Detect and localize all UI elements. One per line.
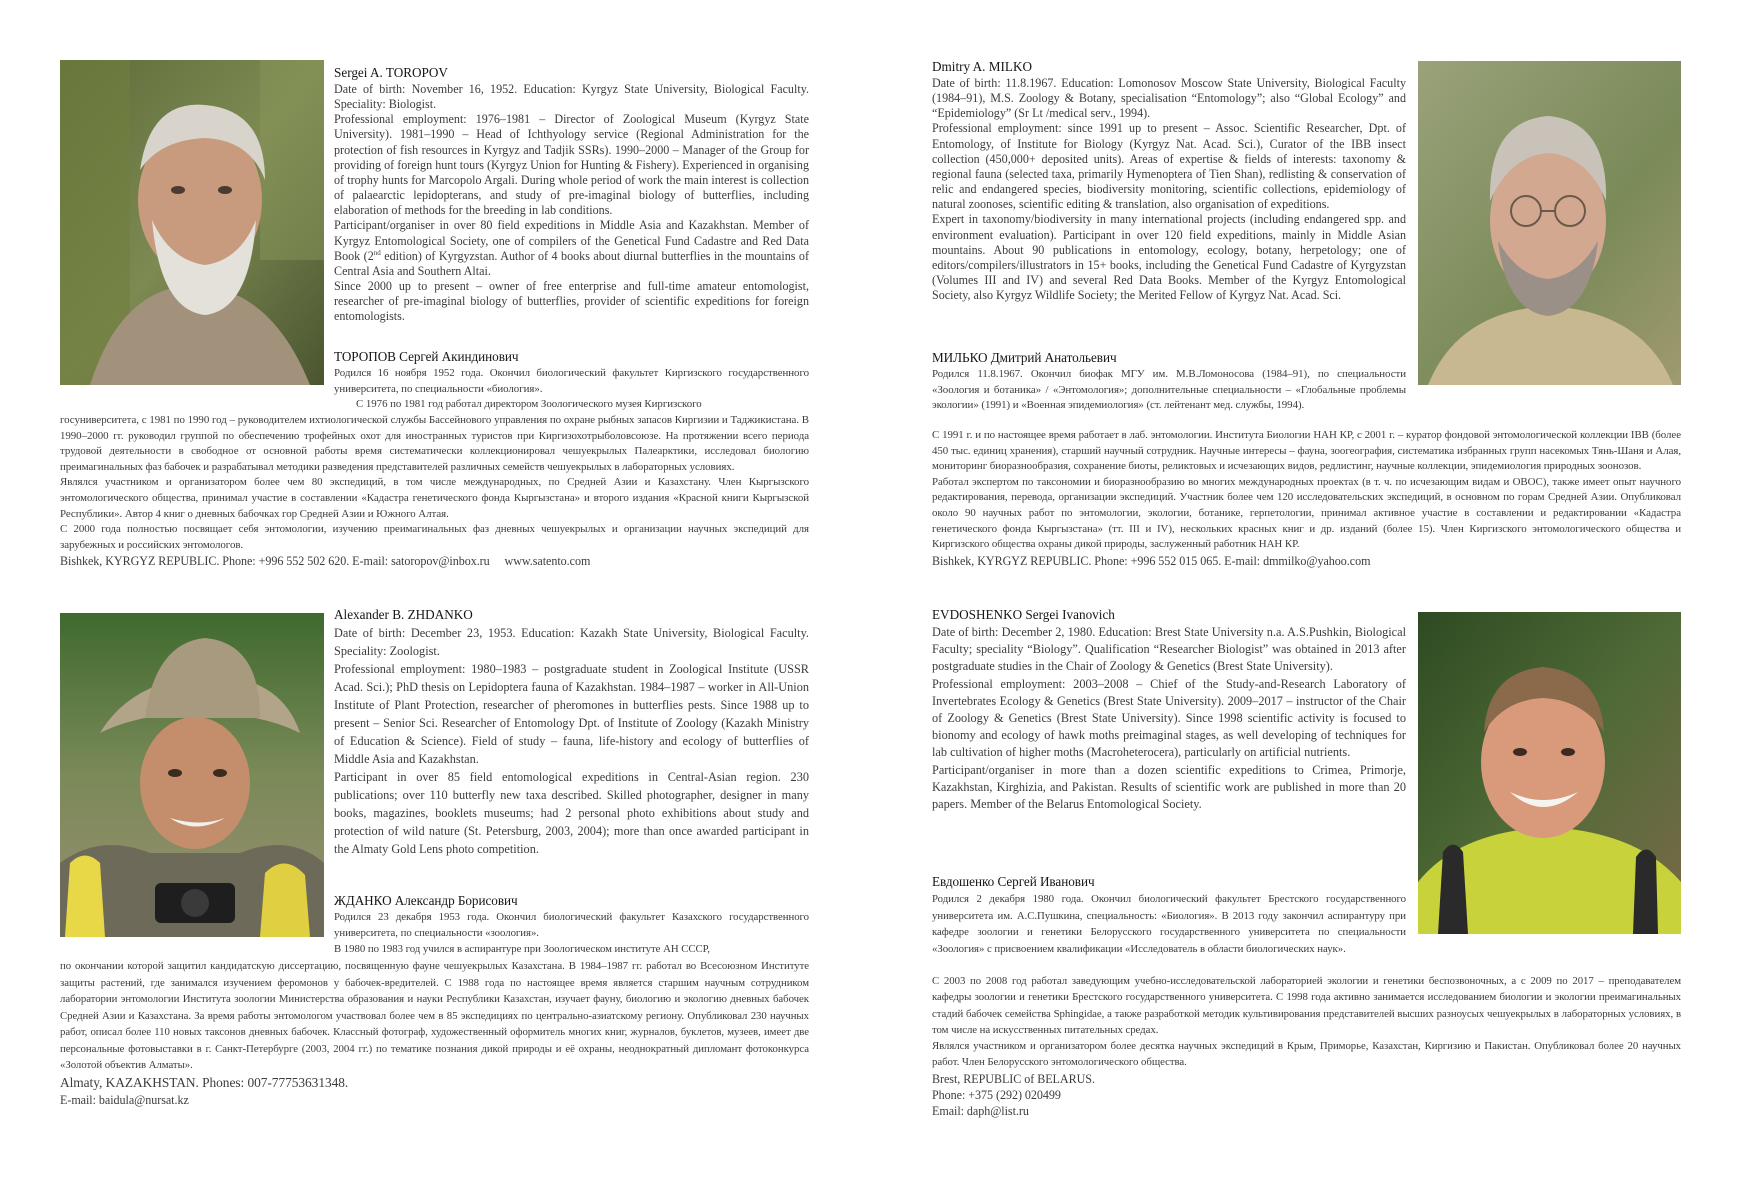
- evdoshenko-contact-city: Brest, REPUBLIC of BELARUS.: [932, 1071, 1095, 1086]
- toropov-ru-paragraph: С 1976 по 1981 год работал директором Зоологического музея Киргизского: [356, 398, 702, 411]
- zhdanko-contact-email: E-mail: baidula@nursat.kz: [60, 1092, 189, 1107]
- evdoshenko-russian-bio-top: [932, 873, 1406, 958]
- milko-name-ru: МИЛЬКО Дмитрий Анатольевич: [932, 350, 1117, 365]
- evdoshenko-name-en: EVDOSHENKO Sergei Ivanovich: [932, 607, 1115, 622]
- milko-ru-paragraph: С 1991 г. и по настоящее время работает в лаб. энтомологии. Института Биологии НАН КР, с 2001 г. – куратор фондовой энтомологической коллекции IBB (более 450 тыс. единиц хранения), старший научный сотрудник. Научные интересы – фауна, зоогеография, систематика избранных групп насекомых Тянь-Шаня и Алая, мониторинг биоразнообразия, сохранение биоты, реликтовых и исчезающих видов, редлистинг, научные коллекции, эпидемиология природных зоонозов.: [932, 429, 1681, 473]
- zhdanko-en-paragraph: Participant in over 85 field entomological expeditions in Central-Asian region. 230 publications; over 110 butterfly new taxa described. Skilled photographer, designer in many books, magazines, booklets museums; had 2 personal photo exhibitions about study and protection of wild nature (St. Petersburg, 2003, 2004); more than once awarded participant in the Almaty Gold Lens photo competition.: [334, 770, 809, 856]
- toropov-ru-paragraph: Родился 16 ноября 1952 года. Окончил биологический факультет Киргизского государственного университета, по специальности «биология».: [334, 367, 809, 395]
- milko-russian-bio-top: [932, 349, 1406, 414]
- evdoshenko-contact-email: Email: daph@list.ru: [932, 1103, 1029, 1118]
- milko-ru-paragraph: Родился 11.8.1967. Окончил биофак МГУ им. М.В.Ломоносова (1984–91), по специальности «Зоология и ботаника» / «Энтомология»; дополнительные специальности – «Глобальные проблемы экологии» (1991) и «Военная эпидемиология» (ст. лейтенант мед. службы, 1994).: [932, 368, 1406, 412]
- toropov-ru-paragraph: Являлся участником и организатором более чем 80 экспедиций, в том числе международных, по Средней Азии и Казахстану. Член Кыргызского энтомологического общества, принимал участие в составлении «Кадастра генетического фонда Кыргызстана» и второго издания «Красной книги Кыргызской Республики». Автор 4 книг о дневных бабочках гор Средней Азии и Южного Алтая.: [60, 476, 809, 520]
- evdoshenko-russian-bio-full: [932, 973, 1681, 1119]
- zhdanko-en-paragraph: Professional employment: 1980–1983 – postgraduate student in Zoological Institute (USSR Acad. Sci.); PhD thesis on Lepidoptera fauna of Kazakhstan. 1984–1987 – worker in All-Union Institute of Plant Protection, researcher of pheromones in butterflies pests. Since 1988 up to present – Senior Sci. Researcher of Entomology Dpt. of Institute of Zoology (Kazakh Ministry of Education & Science). Field of study – fauna, life-history and ecology of butterflies of Middle Asia and Kazakhstan.: [334, 662, 809, 766]
- evdoshenko-portrait-photo: [1418, 612, 1681, 934]
- zhdanko-contact-phone: Almaty, KAZAKHSTAN. Phones: 007-77753631348.: [60, 1074, 349, 1090]
- toropov-ru-paragraph: С 2000 года полностью посвящает себя энтомологии, изучению преимагинальных фаз дневных чешуекрылых и организации научных экспедиций для зарубежных и российских энтомологов.: [60, 523, 809, 551]
- evdoshenko-ru-paragraph: С 2003 по 2008 год работал заведующим учебно-исследовательской лабораторией экологии и генетики беспозвоночных, а с 2009 по 2017 – преподавателем кафедры зоологии и генетики Брестского государственного университета. С 1998 года активно занимается исследованием биологии и экологии преимагинальных стадий бабочек семейства Sphingidae, а также разработкой методик культивирования представителей высших разноусых чешуекрылых в лабораторных условиях, в том числе на искусственных питательных средах.: [932, 975, 1681, 1036]
- milko-english-bio: [932, 58, 1406, 303]
- zhdanko-name-en: Alexander B. ZHDANKO: [334, 607, 473, 622]
- toropov-russian-bio-top: [334, 348, 809, 413]
- milko-name-en: Dmitry A. MILKO: [932, 59, 1033, 74]
- zhdanko-russian-bio-full: [60, 958, 809, 1108]
- evdoshenko-ru-paragraph: Являлся участником и организатором более десятка научных экспедиций в Крым, Приморье, Казахстан, Киргизию и Пакистан. Опубликовал более 20 научных работ. Член Белорусского энтомологического общества.: [932, 1040, 1681, 1069]
- toropov-en-paragraph: Participant/organiser in over 80 field expeditions in Middle Asia and Kazakhstan. Member of Kyrgyz Entomological Society, one of compilers of the Genetical Fund Cadastre and Red Data Book (2nd edition) of Kyrgyzstan. Author of 4 books about diurnal butterflies in the mountains of Central Asia and Southern Altai.: [334, 218, 810, 278]
- toropov-contact: Bishkek, KYRGYZ REPUBLIC. Phone: +996 552 502 620. E-mail: satoropov@inbox.ru www.satento.com: [60, 554, 591, 569]
- milko-portrait-photo: [1418, 61, 1681, 385]
- evdoshenko-english-bio: [932, 606, 1406, 813]
- toropov-portrait-photo: [60, 60, 324, 385]
- milko-contact: Bishkek, KYRGYZ REPUBLIC. Phone: +996 552 015 065. E-mail: dmmilko@yahoo.com: [932, 553, 1371, 568]
- zhdanko-ru-paragraph: В 1980 по 1983 год учился в аспирантуре при Зоологическом институте АН СССР,: [334, 942, 710, 955]
- toropov-name-ru: ТОРОПОВ Сергей Акиндинович: [334, 349, 519, 364]
- toropov-en-paragraph: Date of birth: November 16, 1952. Education: Kyrgyz State University, Biological Faculty. Speciality: Biologist.: [334, 82, 809, 112]
- zhdanko-ru-paragraph: по окончании которой защитил кандидатскую диссертацию, посвященную фауне чешуекрылых Казахстана. В 1984–1987 гг. работал во Всесоюзном Институте защиты растений, где занимался изучением феромонов у бабочек-вредителей. С 1988 года по настоящее время является старшим научным сотрудником лаборатории энтомологии Института зоологии Министерства образования и науки Республики Казахстан, изучает фауну, биологию и экологию дневных бабочек Средней Азии и Казахстана. За время работы энтомологом участвовал более чем в 85 экспедициях по центрально-азиатскому региону. Опубликовал 230 научных работ, описал более 110 новых таксонов дневных бабочек. Классный фотограф, художественный оформитель многих книг, журналов, буклетов, музеев, имеет две персональные фотовыставки в г. Санкт-Петербурге (2003, 2004 гг.) по тематике познания дикой природы и её охраны, неоднократный дипломант фотоконкурса «Золотой объектив Алматы».: [60, 960, 809, 1071]
- milko-en-paragraph: Professional employment: since 1991 up to present – Assoc. Scientific Researcher, Dpt. of Entomology, of Institute for Biology (Kyrgyz Nat. Acad. Sci.), Curator of the IBB insect collection (450,000+ deposited units). Areas of expertise & fields of interests: taxonomy & regional fauna (selected taxa, primarily Hymenoptera of Tien Shan), redlisting & conservation of relic and endangered species, biodiversity monitoring, scientific collections, epidemiology of natural zoonoses, scientific editing & translation, also organisation of expeditions.: [932, 121, 1406, 212]
- toropov-en-paragraph: Since 2000 up to present – owner of free enterprise and full-time amateur entomologist, researcher of pre-imaginal biology of butterflies, provider of scientific expeditions for foreign entomologists.: [334, 279, 809, 324]
- zhdanko-ru-paragraph: Родился 23 декабря 1953 года. Окончил биологический факультет Казахского государственного университета, по специальности «зоология».: [334, 911, 809, 939]
- zhdanko-name-ru: ЖДАНКО Александр Борисович: [334, 893, 518, 908]
- milko-ru-paragraph: Работал экспертом по таксономии и биоразнообразию во многих международных проектах (в т. ч. по исчезающим видам и ОВОС), также имеет опыт научного редактирования, перевода, организации экспедиций. Участник более чем 120 исследовательских экспедиций, в основном по горам Средней Азии. Опубликовал около 90 научных работ по энтомологии, экологии, ботанике, герпетологии, принимал активное участие в составлении и редактировании «Кадастра генетического фонда Кыргызстана» (тт. III и IV), нескольких красных книг и др. изданий (более 15). Член Киргизского энтомологического общества и Киргизского общества охраны дикой природы, заслуженный работник НАН КР.: [932, 475, 1681, 551]
- toropov-ru-paragraph: госуниверситета, с 1981 по 1990 год – руководителем ихтиологической службы Бассейнового управления по охране рыбных запасов Киргизии и Таджикистана. В 1990–2000 гг. руководил группой по обеспечению трофейных охот для иностранных туристов при Киргизохотрыболовсоюзе. На протяжении всего периода трудовой деятельности в свободное от основной работы время систематически коллекционировал чешуекрылых Палеарктики, исследовал биологию преимагинальных фаз бабочек и разрабатывал методики разведения представителей различных семейств чешуекрылых в лабораторных условиях.: [60, 414, 809, 473]
- zhdanko-russian-bio-top: [334, 892, 809, 958]
- toropov-en-paragraph: Professional employment: 1976–1981 – Director of Zoological Museum (Kyrgyz State University). 1981–1990 – Head of Ichthyology service (Regional Administration for the protection of fish resources in Kyrgyz and Tadjik SSRs). 1990–2000 – Manager of the Group for providing of foreign hunt tours (Kyrgyz Union for Hunting & Fishery). Experienced in organising of trophy hunts for Marcopolo Argali. During whole period of work the main interest is collection of palaearctic lepidopterans, and study of pre-imaginal biology of butterflies, including elaboration of methods for the breeding in lab conditions.: [334, 112, 809, 218]
- evdoshenko-en-paragraph: Professional employment: 2003–2008 – Chief of the Study-and-Research Laboratory of Invertebrates Ecology & Genetics (Brest State University). 2009–2017 – instructor of the Chair of Zoology & Genetics (Brest State University). Since 1998 scientific activity is focused to bionomy and ecology of hawk moths preimaginal stages, as well developing of techniques for lab cultivation of higher moths (Macroheterocera), particularly on artificial nutrients.: [932, 676, 1406, 760]
- evdoshenko-ru-paragraph: Родился 2 декабря 1980 года. Окончил биологический факультет Брестского государственного университета им. А.С.Пушкина, специальность: «Биология». В 2013 году закончил аспирантуру при кафедре зоологии и генетики Белорусского государственного университета по специальности «Зоология» с присвоением квалификации «Исследователь в области биологических наук».: [932, 893, 1406, 956]
- zhdanko-en-paragraph: Date of birth: December 23, 1953. Education: Kazakh State University, Biological Faculty. Speciality: Zoologist.: [334, 626, 809, 658]
- zhdanko-english-bio: [334, 606, 809, 858]
- milko-en-paragraph: Expert in taxonomy/biodiversity in many international projects (including endangered spp. and environment evaluation). Participant in over 120 field expeditions, mainly in Middle Asian mountains. About 90 publications in entomology, ecology, botany, herpetology; one of editors/compilers/illustrators in 15+ books, including the Genetical Fund Cadastre of Kyrgyzstan (Volumes III and IV) and several Red Data Books. Member of the Kyrgyz Entomological Society, also Kyrgyz Wildlife Society; the Merited Fellow of Kyrgyz Nat. Acad. Sci.: [932, 212, 1406, 303]
- zhdanko-portrait-photo: [60, 613, 324, 937]
- toropov-russian-bio-full: [60, 413, 809, 569]
- evdoshenko-name-ru: Евдошенко Сергей Иванович: [932, 874, 1095, 889]
- toropov-english-bio: [334, 64, 809, 325]
- evdoshenko-en-paragraph: Date of birth: December 2, 1980. Education: Brest State University n.a. A.S.Pushkin, Biological Faculty; speciality “Biology”. Qualification “Researcher Biologist” was obtained in 2013 after postgraduate studies in the Chair of Zoology & Genetics (Brest State University).: [932, 625, 1406, 674]
- evdoshenko-contact-phone: Phone: +375 (292) 020499: [932, 1087, 1061, 1102]
- milko-en-paragraph: Date of birth: 11.8.1967. Education: Lomonosov Moscow State University, Biological Faculty (1984–91), M.S. Zoology & Botany, specialisation “Entomology”; also “Global Ecology” and “Epidemiology” (Sr Lt /medical serv., 1994).: [932, 76, 1406, 121]
- evdoshenko-en-paragraph: Participant/organiser in more than a dozen scientific expeditions to Crimea, Primorje, Kazakhstan, Kirghizia, and Pakistan. Results of scientific work are published in more than 20 papers. Member of the Belarus Entomological Society.: [932, 762, 1406, 812]
- toropov-name-en: Sergei A. TOROPOV: [334, 65, 448, 80]
- milko-russian-bio-full: [932, 428, 1681, 569]
